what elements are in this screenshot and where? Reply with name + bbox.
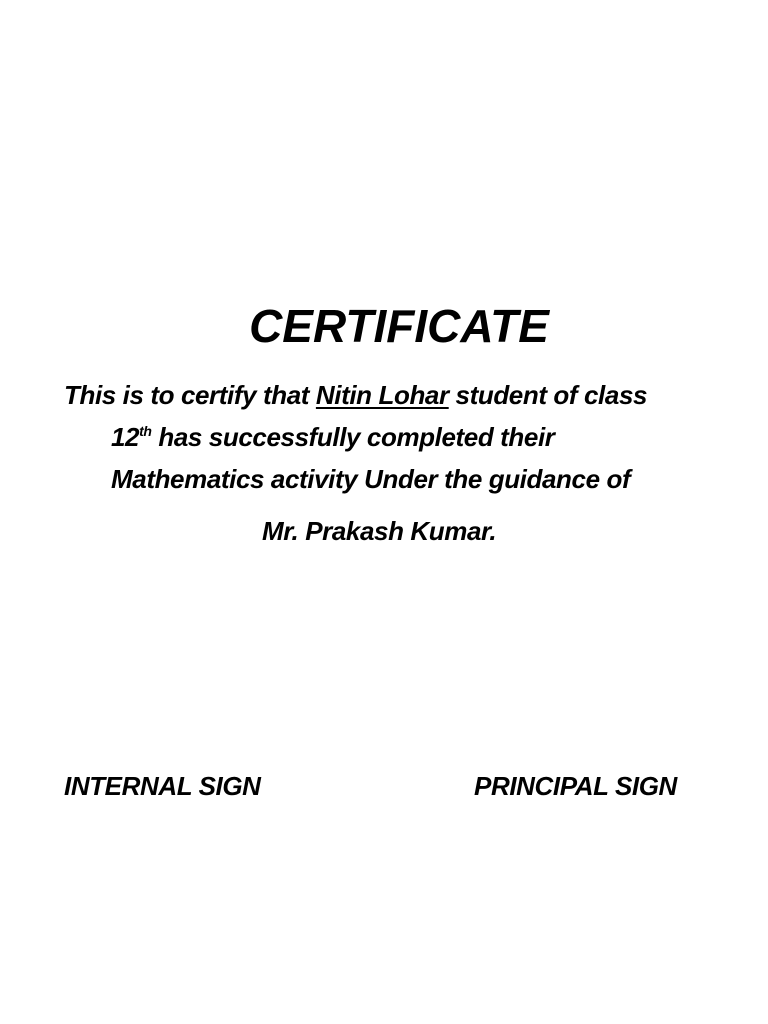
student-name: Nitin Lohar bbox=[315, 380, 449, 410]
body-line-1-suffix: student of class bbox=[448, 380, 648, 410]
guide-name: Mr. Prakash Kumar. bbox=[262, 516, 497, 546]
certificate-body-line-3: Mathematics activity Under the guidance of bbox=[111, 464, 631, 494]
class-number: 12 bbox=[111, 422, 140, 452]
body-line-2-rest: has successfully completed their bbox=[151, 422, 555, 452]
class-ordinal-suffix: th bbox=[139, 423, 152, 439]
internal-sign-label: INTERNAL SIGN bbox=[64, 771, 261, 801]
principal-sign-label: PRINCIPAL SIGN bbox=[474, 771, 677, 801]
certificate-body-line-1 bbox=[64, 376, 647, 414]
certificate-body-line-2 bbox=[111, 418, 555, 456]
body-line-1-prefix: This is to certify that bbox=[64, 380, 316, 410]
certificate-title: CERTIFICATE bbox=[249, 300, 549, 352]
